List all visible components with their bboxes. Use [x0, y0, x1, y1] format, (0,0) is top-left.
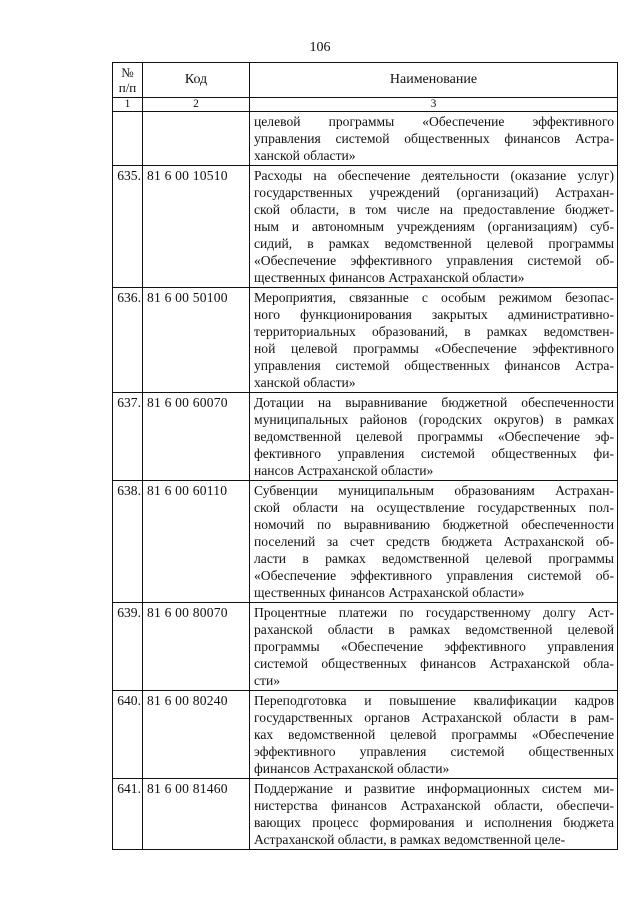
row-name-line: ной целевой программы «Обеспечение эффективного — [254, 341, 614, 356]
row-name-line: щественных финансов Астраханской области» — [254, 270, 525, 285]
row-name-line: «Обеспечение эффективного управления системой об- — [254, 568, 614, 583]
row-name-line: нансов Астраханской области» — [254, 463, 434, 478]
row-name-line: Астраханской области, в рамках ведомственной целе- — [254, 832, 566, 847]
row-name-line: «Обеспечение эффективного управления системой об- — [254, 253, 614, 268]
row-code: 81 6 00 80070 — [143, 603, 250, 691]
table-header-row — [113, 63, 618, 98]
row-name-line: Дотации на выравнивание бюджетной обеспеченности — [254, 395, 614, 410]
row-name — [250, 112, 618, 166]
row-name-line: Мероприятия, связанные с особым режимом безопас- — [254, 290, 614, 305]
row-name-line: ханской области» — [254, 148, 356, 163]
row-name-line: ведомственной целевой программы «Обеспечение эф- — [254, 429, 614, 444]
row-number: 635. — [113, 166, 143, 288]
table-row — [113, 691, 618, 779]
row-code: 81 6 00 60070 — [143, 393, 250, 481]
row-name-line: ках ведомственной целевой программы «Обеспечение — [254, 727, 614, 742]
column-header-number — [113, 63, 143, 98]
row-number: 638. — [113, 481, 143, 603]
table-row — [113, 166, 618, 288]
row-code: 81 6 00 80240 — [143, 691, 250, 779]
row-name-line: ного функционирования закрытых административно- — [254, 307, 614, 322]
row-name-line: ской области на осуществление государственных пол- — [254, 500, 614, 515]
row-name-line: финансов Астраханской области» — [254, 761, 450, 776]
row-name-line: ской области, в том числе на предоставление бюджет- — [254, 202, 614, 217]
row-name-line: управления системой общественных финансов Астра- — [254, 131, 614, 146]
row-name-line: раханской области в рамках ведомственной целевой — [254, 622, 614, 637]
row-name — [250, 779, 618, 850]
row-name-line: целевой программы «Обеспечение эффективного — [254, 114, 614, 129]
row-code: 81 6 00 60110 — [143, 481, 250, 603]
row-name-line: сти» — [254, 673, 281, 688]
row-name-line: поселений за счет средств бюджета Астраханской об- — [254, 534, 614, 549]
row-code: 81 6 00 81460 — [143, 779, 250, 850]
row-number: 637. — [113, 393, 143, 481]
row-number: 636. — [113, 288, 143, 393]
row-name-line: Субвенции муниципальным образованиям Астрахан- — [254, 483, 614, 498]
row-code: 81 6 00 50100 — [143, 288, 250, 393]
row-name-line: вающих процесс формирования и исполнения бюджета — [254, 815, 614, 830]
table-row — [113, 393, 618, 481]
column-header-name: Наименование — [250, 63, 618, 98]
row-name-line: государственных учреждений (организаций) Астрахан- — [254, 185, 614, 200]
row-name-line: ласти в рамках ведомственной целевой программы — [254, 551, 614, 566]
column-numbers-row — [113, 98, 618, 112]
row-name-line: нистерства финансов Астраханской области, обеспечи- — [254, 798, 614, 813]
row-number: 639. — [113, 603, 143, 691]
row-code: 81 6 00 10510 — [143, 166, 250, 288]
row-name-line: щественных финансов Астраханской области» — [254, 585, 525, 600]
table-row — [113, 112, 618, 166]
row-name-line: фективного управления системой общественных фи- — [254, 446, 614, 461]
row-name-line: муниципальных районов (городских округов) в рамках — [254, 412, 614, 427]
row-name-line: ханской области» — [254, 375, 356, 390]
row-code — [143, 112, 250, 166]
row-name-line: государственных органов Астраханской области в рам- — [254, 710, 614, 725]
row-name-line: сидий, в рамках ведомственной целевой программы — [254, 236, 614, 251]
column-header-number-line2: п/п — [118, 80, 137, 95]
page-number: 106 — [309, 40, 331, 55]
budget-codes-table — [112, 62, 618, 850]
row-name-line: Переподготовка и повышение квалификации кадров — [254, 693, 614, 708]
table-row — [113, 288, 618, 393]
row-name — [250, 393, 618, 481]
row-name-line: ным и автономным учреждениям (организациям) суб- — [254, 219, 614, 234]
table-row — [113, 603, 618, 691]
row-name-line: управления системой общественных финансов Астра- — [254, 358, 614, 373]
row-name-line: Процентные платежи по государственному долгу Аст- — [254, 605, 614, 620]
table-row — [113, 779, 618, 850]
row-name — [250, 691, 618, 779]
row-name-line: территориальных образований, в рамках ведомствен- — [254, 324, 614, 339]
row-name-line: программы «Обеспечение эффективного управления — [254, 639, 614, 654]
column-number-3: 3 — [250, 98, 618, 112]
row-name-line: эффективного управления системой общественных — [254, 744, 614, 759]
table-row — [113, 481, 618, 603]
row-number — [113, 112, 143, 166]
row-name — [250, 166, 618, 288]
column-header-code: Код — [143, 63, 250, 98]
row-name — [250, 603, 618, 691]
row-name-line: номочий по выравниванию бюджетной обеспеченности — [254, 517, 614, 532]
column-number-2: 2 — [143, 98, 250, 112]
row-name-line: Расходы на обеспечение деятельности (оказание услуг) — [254, 168, 614, 183]
row-name — [250, 481, 618, 603]
column-number-1: 1 — [113, 98, 143, 112]
row-name — [250, 288, 618, 393]
row-name-line: системой общественных финансов Астраханской обла- — [254, 656, 614, 671]
row-number: 640. — [113, 691, 143, 779]
table-body — [113, 112, 618, 850]
row-number: 641. — [113, 779, 143, 850]
row-name-line: Поддержание и развитие информационных систем ми- — [254, 781, 614, 796]
column-header-number-line1: № — [121, 65, 134, 80]
